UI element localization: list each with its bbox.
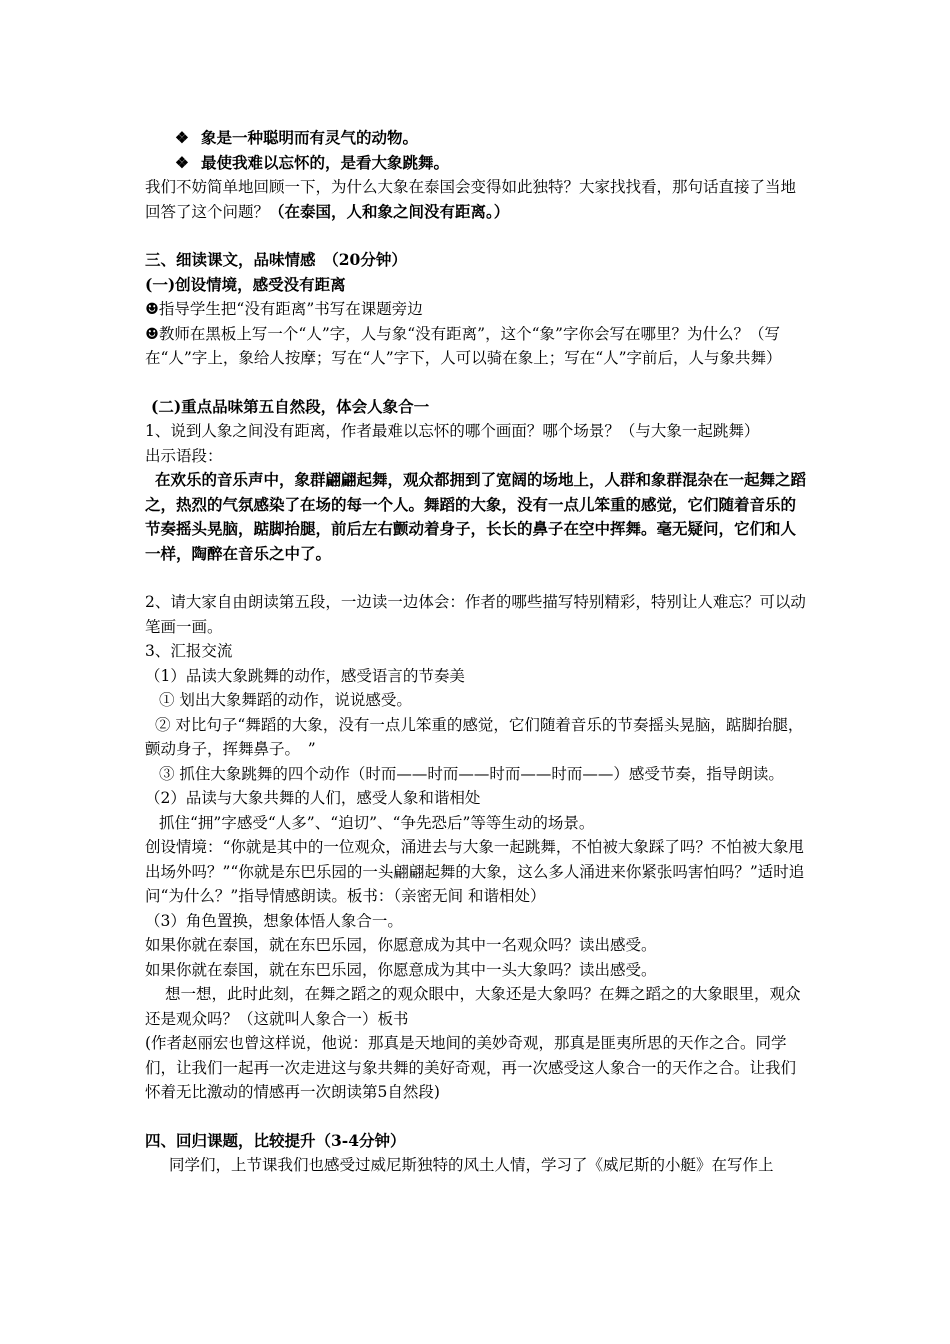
diamond-bullet-icon: ❖	[175, 152, 189, 172]
quote-paragraph: 在欢乐的音乐声中，象群翩翩起舞，观众都拥到了宽阔的场地上，人群和象群混杂在一起舞之蹈之，热烈的气氛感染了在场的每一个人。舞蹈的大象，没有一点儿笨重的感觉，它们随着音乐的节奏摇头晃脑，踮脚抬腿，前后左右颤动着身子，长长的鼻子在空中挥舞。毫无疑问，它们和人一样，陶醉在音乐之中了。	[145, 470, 807, 563]
section-3-heading: 三、细读课文，品味情感 （20分钟）	[145, 250, 407, 269]
section-3-1-heading: (一)创设情境，感受没有距离	[145, 274, 346, 294]
question-1: 1、说到人象之间没有距离，作者最难以忘怀的哪个画面？哪个场景？（与大象一起跳舞）	[145, 422, 760, 440]
bullet-item: ❖ 象是一种聪明而有灵气的动物。	[145, 126, 810, 151]
question-3-1-b: ② 对比句子“舞蹈的大象，没有一点儿笨重的感觉，它们随着音乐的节奏摇头晃脑，踮脚抬腿，颤动身子，挥舞鼻子。 ”	[145, 715, 804, 758]
section-3-2-heading: (二)重点品味第五自然段，体会人象合一	[151, 396, 430, 416]
question-3-3-c: 想一想，此时此刻，在舞之蹈之的观众眼中，大象还是大象吗？在舞之蹈之的大象眼里，观众还是观众吗？（这就叫人象合一）板书	[145, 985, 801, 1028]
document-body	[145, 126, 810, 1178]
question-3-3: （3）角色置换，想象体悟人象合一。	[145, 911, 403, 930]
question-3-1: （1）品读大象跳舞的动作，感受语言的节奏美	[145, 666, 465, 685]
question-2: 2、请大家自由朗读第五段，一边读一边体会：作者的哪些描写特别精彩，特别让人难忘？可以动笔画一画。	[145, 593, 806, 636]
section-4-paragraph: 同学们，上节课我们也感受过威尼斯独特的风土人情，学习了《威尼斯的小艇》在写作上	[169, 1156, 774, 1174]
smile-item-2: ☻教师在黑板上写一个“人”字，人与象“没有距离”，这个“象”字你会写在哪里？为什么？（写在“人”字上，象给人按摩；写在“人”字下，人可以骑在象上；写在“人”字前后，人与象共舞）	[145, 324, 782, 367]
diamond-bullet-icon: ❖	[175, 128, 189, 147]
question-3-1-a: ① 划出大象舞蹈的动作，说说感受。	[159, 691, 412, 709]
question-3-3-a: 如果你就在泰国，就在东巴乐园，你愿意成为其中一名观众吗？读出感受。	[145, 936, 657, 954]
smile-item-1: ☻指导学生把“没有距离”书写在课题旁边	[145, 300, 423, 318]
question-3-2-a: 抓住“拥”字感受“人多”、“迫切”、“争先恐后”等等生动的场景。	[159, 813, 595, 832]
question-1-show: 出示语段：	[145, 446, 223, 465]
question-3-1-c: ③ 抓住大象跳舞的四个动作（时而——时而——时而——时而——）感受节奏，指导朗读。	[159, 764, 784, 783]
bullet-item: ❖ 最使我难以忘怀的，是看大象跳舞。	[145, 151, 810, 176]
question-3-3-d: (作者赵丽宏也曾这样说，他说：那真是天地间的美妙奇观，那真是匪夷所思的天作之合。同学们，让我们一起再一次走进这与象共舞的美好奇观，再一次感受这人象合一的天作之合。让我们怀着无比激动的情感再一次朗读第5自然段)	[145, 1034, 797, 1101]
question-3-2-b: 创设情境：“你就是其中的一位观众，涌进去与大象一起跳舞，不怕被大象踩了吗？不怕被大象甩出场外吗？”“你就是东巴乐园的一头翩翩起舞的大象，这么多人涌进来你紧张吗害怕吗？”适时追问“为什么？”指导情感朗读。板书：（亲密无间 和谐相处）	[145, 838, 805, 905]
review-paragraph: 我们不妨简单地回顾一下，为什么大象在泰国会变得如此独特？大家找找看，那句话直接了当地回答了这个问题？（在泰国，人和象之间没有距离。）	[145, 178, 797, 221]
question-3-2: （2）品读与大象共舞的人们，感受人象和谐相处	[145, 789, 481, 807]
section-4-heading: 四、回归课题，比较提升（3-4分钟）	[145, 1130, 406, 1150]
question-3: 3、汇报交流	[145, 642, 233, 660]
question-3-3-b: 如果你就在泰国，就在东巴乐园，你愿意成为其中一头大象吗？读出感受。	[145, 960, 657, 979]
